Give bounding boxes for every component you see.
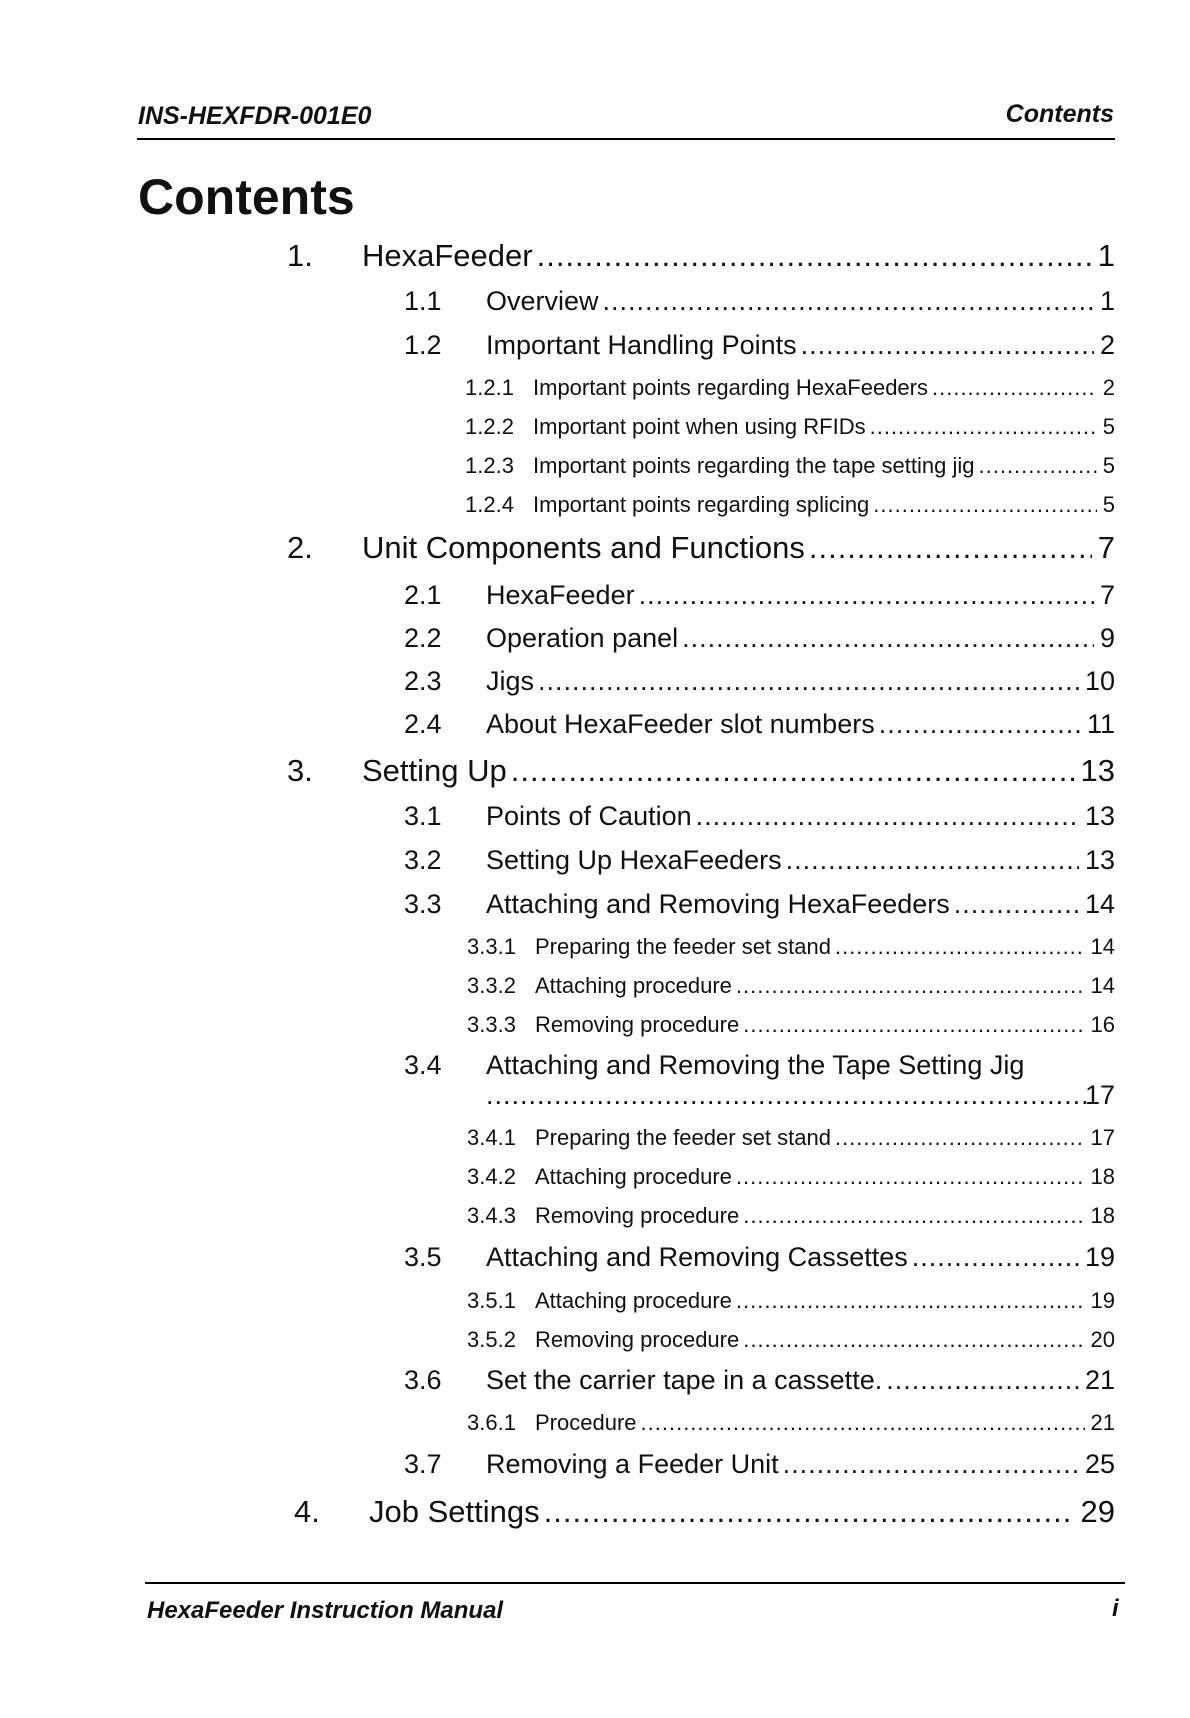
toc-entry-section[interactable]: 1.1 Overview ..... 1 <box>404 286 1115 322</box>
toc-entry-section[interactable]: 2.3 Jigs ..... 10 <box>404 666 1115 702</box>
toc-entry-subsection[interactable]: 1.2.3 Important points regarding the tape setting jig ..... 5 <box>465 453 1115 483</box>
toc-entry-subsection[interactable]: 3.4.3 Removing procedure ..... 18 <box>467 1203 1115 1233</box>
toc-entry-subsection[interactable]: 1.2.1 Important points regarding HexaFeeders ..... 2 <box>465 375 1115 405</box>
toc-entry-section[interactable]: 3.5 Attaching and Removing Cassettes ..... 19 <box>404 1242 1115 1278</box>
toc-entry-section[interactable]: 1.2 Important Handling Points ..... 2 <box>404 330 1115 366</box>
page-title: Contents <box>138 169 355 225</box>
footer-rule <box>145 1582 1125 1584</box>
page-number: i <box>1112 1595 1119 1622</box>
toc-entry-section[interactable]: 2.4 About HexaFeeder slot numbers ..... 11 <box>404 709 1115 745</box>
toc-entry-section[interactable]: 3.2 Setting Up HexaFeeders ..... 13 <box>404 845 1115 881</box>
toc-entry-subsection[interactable]: 3.4.1 Preparing the feeder set stand ..... 17 <box>467 1125 1115 1155</box>
toc-entry-chapter[interactable]: 4. Job Settings ..... 29 <box>294 1494 1115 1534</box>
toc-entry-subsection[interactable]: 3.3.3 Removing procedure ..... 16 <box>467 1012 1115 1042</box>
toc-entry-section[interactable]: 3.6 Set the carrier tape in a cassette. ..... 21 <box>404 1365 1115 1401</box>
toc-entry-section[interactable]: 3.4 Attaching and Removing the Tape Setting Jig ..... 17 <box>404 1050 1115 1116</box>
toc-entry-section[interactable]: 2.1 HexaFeeder ..... 7 <box>404 580 1115 616</box>
toc-entry-subsection[interactable]: 3.6.1 Procedure ..... 21 <box>467 1410 1115 1440</box>
toc-entry-chapter[interactable]: 3. Setting Up ..... 13 <box>287 753 1115 793</box>
toc-entry-subsection[interactable]: 1.2.4 Important points regarding splicing ..... 5 <box>465 492 1115 522</box>
toc-entry-chapter[interactable]: 1. HexaFeeder ..... 1 <box>287 238 1115 278</box>
toc-entry-section[interactable]: 3.3 Attaching and Removing HexaFeeders ..... 14 <box>404 889 1115 925</box>
toc-entry-subsection[interactable]: 3.3.2 Attaching procedure ..... 14 <box>467 973 1115 1003</box>
toc-entry-section[interactable]: 2.2 Operation panel ..... 9 <box>404 623 1115 659</box>
toc-entry-section[interactable]: 3.1 Points of Caution ..... 13 <box>404 801 1115 837</box>
toc-entry-subsection[interactable]: 3.5.1 Attaching procedure ..... 19 <box>467 1288 1115 1318</box>
header-section-title: Contents <box>1005 100 1114 128</box>
toc-entry-subsection[interactable]: 3.4.2 Attaching procedure ..... 18 <box>467 1164 1115 1194</box>
toc-entry-section[interactable]: 3.7 Removing a Feeder Unit ..... 25 <box>404 1449 1115 1485</box>
toc-entry-subsection[interactable]: 3.3.1 Preparing the feeder set stand ..... 14 <box>467 934 1115 964</box>
manual-name: HexaFeeder Instruction Manual <box>147 1597 504 1624</box>
toc-entry-subsection[interactable]: 3.5.2 Removing procedure ..... 20 <box>467 1327 1115 1357</box>
toc-entry-subsection[interactable]: 1.2.2 Important point when using RFIDs ..... 5 <box>465 414 1115 444</box>
toc-entry-chapter[interactable]: 2. Unit Components and Functions ..... 7 <box>287 530 1115 570</box>
document-id: INS-HEXFDR-001E0 <box>138 102 372 130</box>
